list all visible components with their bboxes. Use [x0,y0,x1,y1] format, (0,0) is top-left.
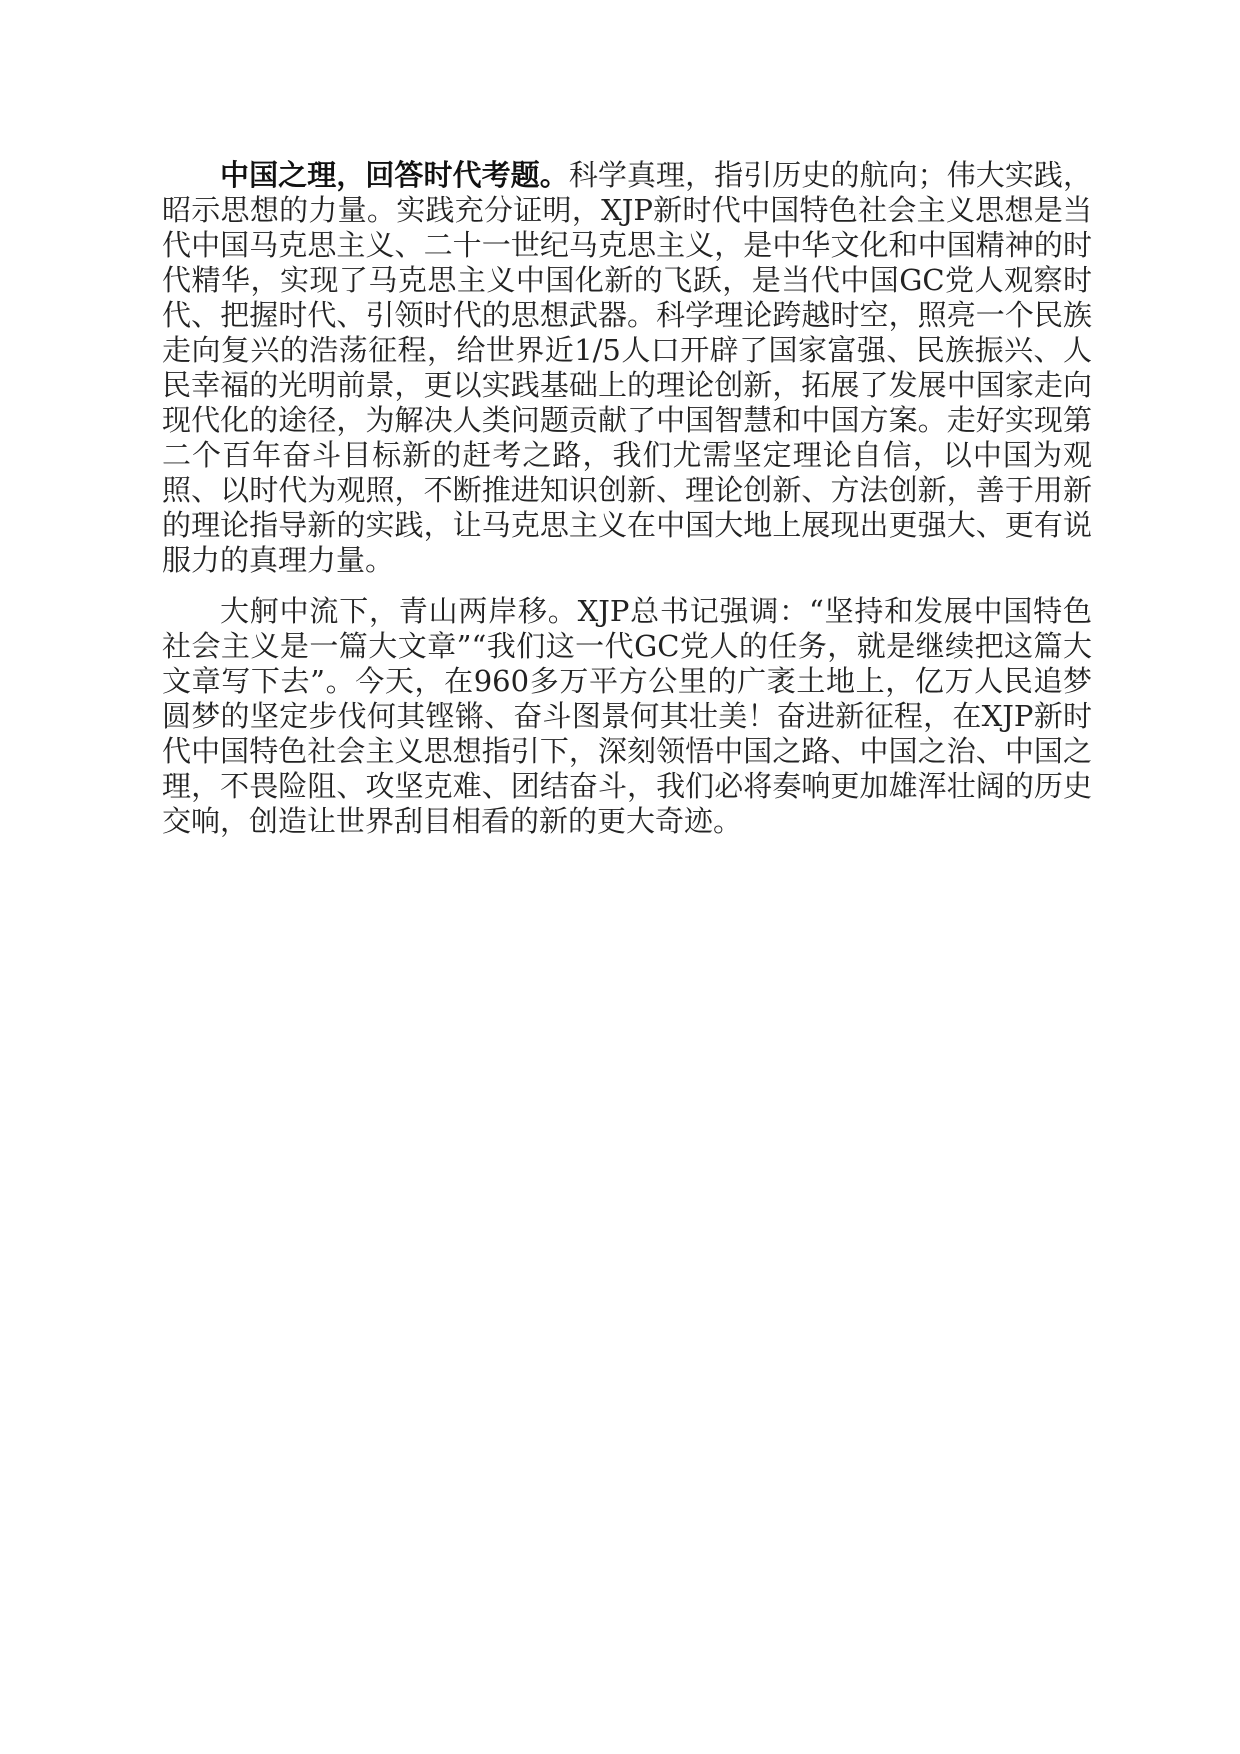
paragraph-1 [162,158,1092,578]
paragraph-2 [162,594,1092,839]
paragraph-2-text: 大舸中流下，青山两岸移。XJP总书记强调：“坚持和发展中国特色社会主义是一篇大文章”“我们这一代GC党人的任务，就是继续把这篇大文章写下去”。今天，在960多万平方公里的广袤土地上，亿万人民追梦圆梦的坚定步伐何其铿锵、奋斗图景何其壮美！奋进新征程，在XJP新时代中国特色社会主义思想指引下，深刻领悟中国之路、中国之治、中国之理，不畏险阻、攻坚克难、团结奋斗，我们必将奏响更加雄浑壮阔的历史交响，创造让世界刮目相看的新的更大奇迹。 [162,594,1092,838]
paragraph-1-text: 科学真理，指引历史的航向；伟大实践，昭示思想的力量。实践充分证明，XJP新时代中国特色社会主义思想是当代中国马克思主义、二十一世纪马克思主义，是中华文化和中国精神的时代精华，实现了马克思主义中国化新的飞跃，是当代中国GC党人观察时代、把握时代、引领时代的思想武器。科学理论跨越时空，照亮一个民族走向复兴的浩荡征程，给世界近1/5人口开辟了国家富强、民族振兴、人民幸福的光明前景，更以实践基础上的理论创新，拓展了发展中国家走向现代化的途径，为解决人类问题贡献了中国智慧和中国方案。走好实现第二个百年奋斗目标新的赶考之路，我们尤需坚定理论自信，以中国为观照、以时代为观照，不断推进知识创新、理论创新、方法创新，善于用新的理论指导新的实践，让马克思主义在中国大地上展现出更强大、更有说服力的真理力量。 [162,158,1092,577]
document-body [162,158,1092,855]
paragraph-1-lead: 中国之理，回答时代考题。 [220,158,569,192]
